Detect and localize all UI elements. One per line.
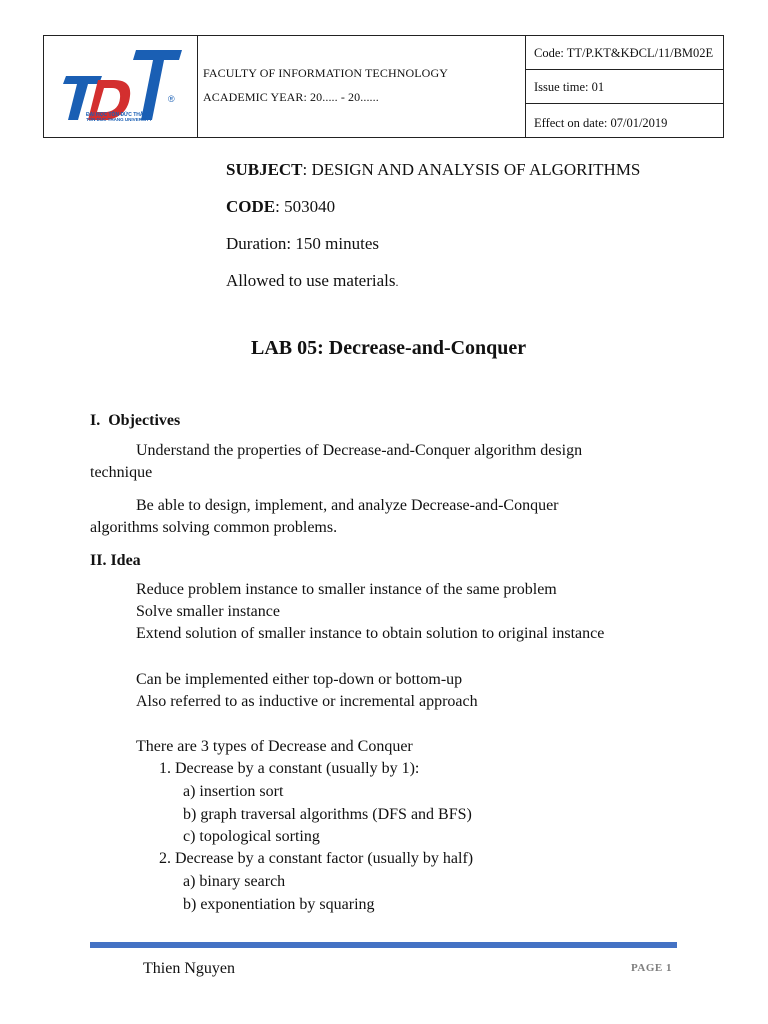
objective-1-line-2: technique [90, 464, 153, 481]
idea-line: Reduce problem instance to smaller instance of the same problem [136, 581, 557, 598]
page-number: PAGE 1 [631, 962, 672, 974]
type-1-item: a) insertion sort [183, 783, 284, 800]
code-value: : 503040 [275, 197, 336, 216]
document-code: Code: TT/P.KT&KĐCL/11/BM02E [526, 36, 723, 70]
code-label: CODE [226, 197, 276, 216]
idea-line: Solve smaller instance [136, 603, 280, 620]
university-logo [44, 36, 197, 137]
header-table [43, 35, 724, 138]
objective-1-line-1: Understand the properties of Decrease-and-Conquer algorithm design [136, 442, 583, 459]
logo-subtitle-1: ĐẠI HỌC TÔN ĐỨC THẮNG [86, 112, 151, 118]
type-2-item: b) exponentiation by squaring [183, 896, 375, 913]
section-objectives-heading [90, 412, 180, 430]
footer-bar [90, 942, 677, 948]
footer-author: Thien Nguyen [143, 960, 235, 977]
subject-value: : DESIGN AND ANALYSIS OF ALGORITHMS [302, 160, 641, 179]
registered-mark: ® [168, 94, 175, 104]
type-1-item: b) graph traversal algorithms (DFS and BFS) [183, 806, 472, 823]
section-idea-heading: II. Idea [90, 552, 141, 569]
type-2: 2. Decrease by a constant factor (usually by half) [159, 850, 474, 867]
objective-2-line-1: Be able to design, implement, and analyze Decrease-and-Conquer [136, 497, 559, 514]
faculty-name: FACULTY OF INFORMATION TECHNOLOGY [203, 66, 448, 80]
academic-year: ACADEMIC YEAR: 20..... - 20...... [203, 90, 379, 104]
idea-line: Also referred to as inductive or incremental approach [136, 693, 478, 710]
section-num: I. [90, 412, 101, 429]
effect-date: Effect on date: 07/01/2019 [534, 116, 668, 130]
idea-line: Extend solution of smaller instance to obtain solution to original instance [136, 625, 605, 642]
type-1: 1. Decrease by a constant (usually by 1): [159, 760, 420, 777]
idea-line: Can be implemented either top-down or bottom-up [136, 671, 463, 688]
materials-dot: . [395, 275, 399, 289]
issue-time: Issue time: 01 [526, 70, 723, 104]
subject-label: SUBJECT [226, 160, 303, 179]
tdt-logo-mark [63, 50, 182, 120]
section-title: Objectives [108, 412, 181, 429]
subject-line [226, 160, 640, 180]
objective-2-line-2: algorithms solving common problems. [90, 519, 338, 536]
logo-subtitle-2: TON DUC THANG UNIVERSITY [86, 117, 152, 122]
document-meta-cell [526, 36, 723, 137]
duration-line: Duration: 150 minutes [226, 234, 379, 253]
faculty-cell [197, 36, 526, 137]
code-line [226, 197, 335, 217]
materials-line [226, 271, 399, 291]
type-2-item: a) binary search [183, 873, 286, 890]
materials-text: Allowed to use materials [226, 271, 396, 290]
lab-title: LAB 05: Decrease-and-Conquer [251, 337, 527, 359]
types-intro: There are 3 types of Decrease and Conquer [136, 738, 413, 755]
logo-cell [44, 36, 198, 137]
type-1-item: c) topological sorting [183, 828, 320, 845]
